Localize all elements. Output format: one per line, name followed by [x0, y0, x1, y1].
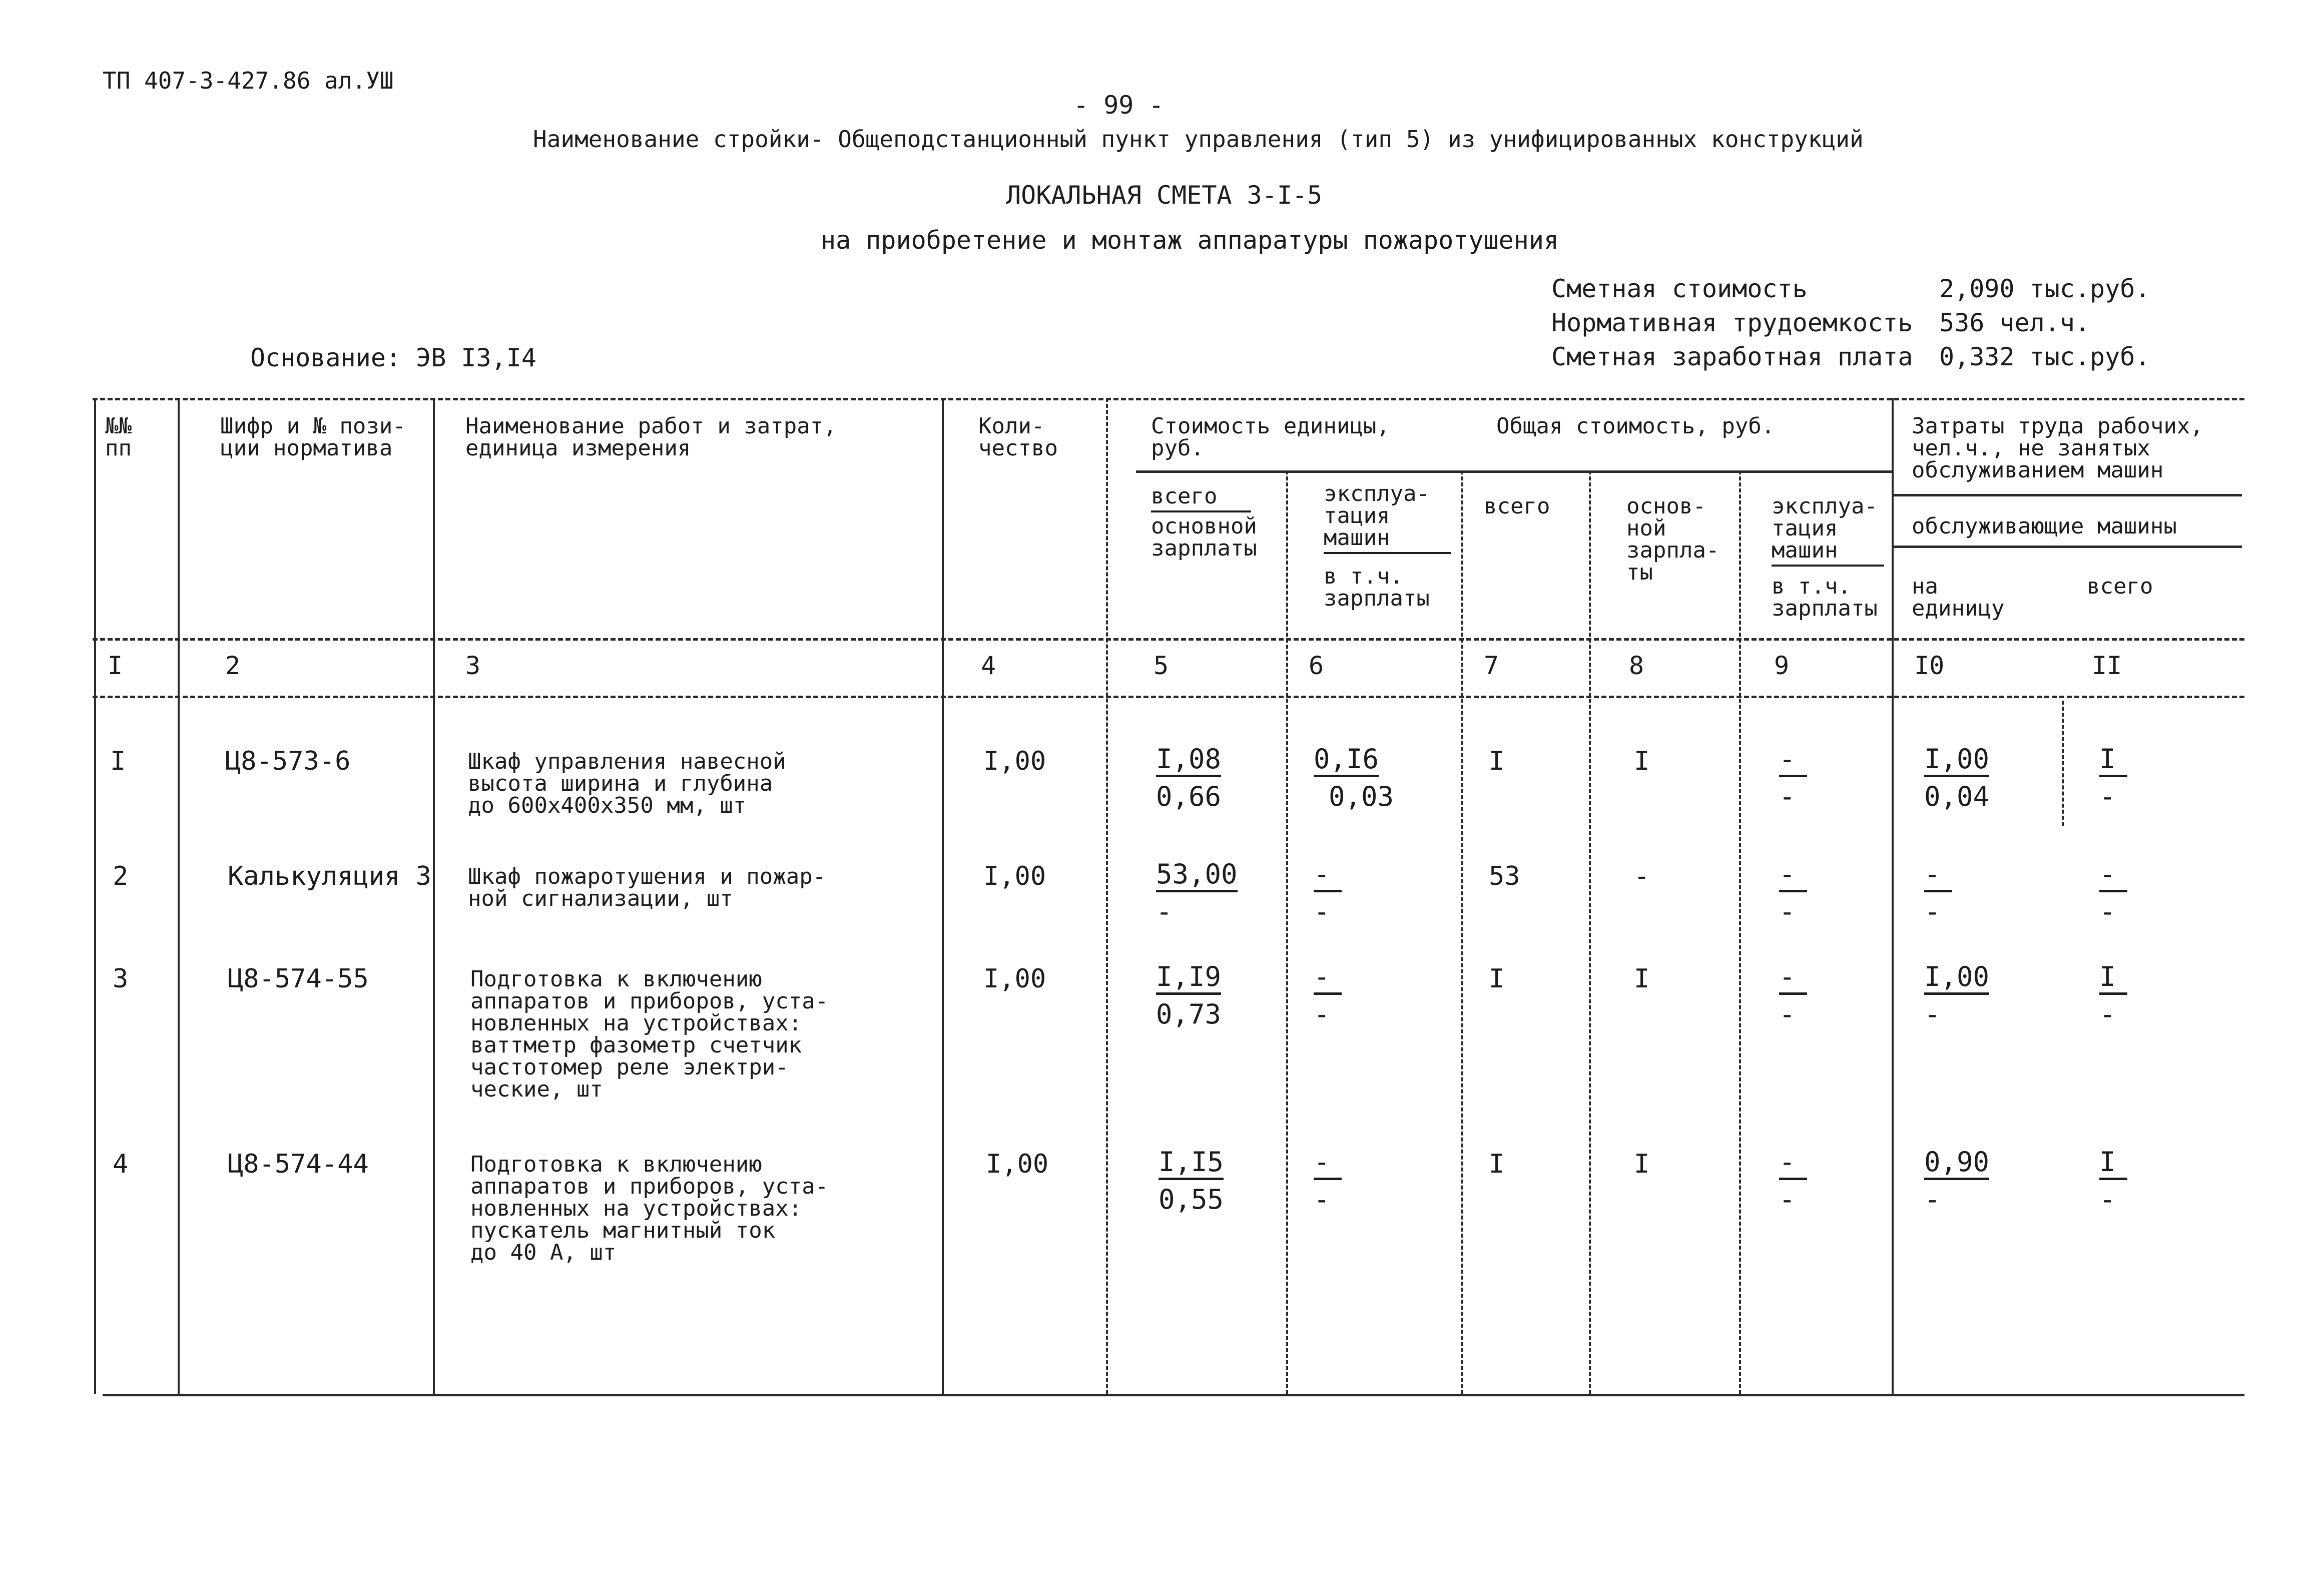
col-line-0: [94, 398, 96, 1394]
unit-total-value: 53,00: [1156, 861, 1238, 892]
header-code: Шифр и № пози- ции норматива: [220, 413, 406, 461]
summary-label-cost: Сметная стоимость: [1551, 274, 1808, 303]
row-labor-unit: [1924, 963, 1989, 1028]
header-total-cost: Общая стоимость, руб.: [1496, 413, 1775, 439]
row-machine-op: [1314, 858, 1342, 927]
row-qty: I,00: [983, 964, 1046, 994]
row-total-all: I: [1489, 964, 1505, 994]
header-per-unit: на единицу: [1912, 574, 2005, 621]
row-name: Подготовка к включению аппаратов и приборов, уста- новленных на устройствах: ваттметр фазометр счетчик частотомер реле электри- ческие, шт: [470, 966, 829, 1102]
row-code: Ц8-574-44: [228, 1149, 369, 1179]
colnum-3: 3: [465, 651, 481, 680]
colnum-1: I: [108, 651, 123, 680]
colnum-6: 6: [1309, 651, 1324, 680]
row-labor-total: [2099, 743, 2127, 812]
machine-op-value: -: [1314, 963, 1342, 995]
colnum-10: I0: [1914, 651, 1945, 680]
row-unit-total: [1159, 1146, 1224, 1215]
labor-total-value: I: [2099, 746, 2127, 777]
total-machine-value: -: [1779, 963, 1807, 995]
unit-total-value: I,I9: [1156, 963, 1221, 995]
header-name: Наименование работ и затрат, единица измерения: [465, 413, 837, 461]
row-qty: I,00: [983, 746, 1046, 776]
row-name: Шкаф пожаротушения и пожар- ной сигнализации, шт: [468, 864, 826, 911]
header-unit-cost: Стоимость единицы, руб.: [1151, 413, 1390, 461]
header-total-num: всего: [1151, 485, 1251, 512]
labor-unit-machine: -: [1924, 1184, 1941, 1215]
row-total-machine: [1779, 743, 1807, 812]
colnum-8: 8: [1629, 651, 1644, 680]
total-machine-value: -: [1779, 746, 1807, 777]
summary-value-wage: 0,332 тыс.руб.: [1939, 342, 2150, 371]
row-total-machine: [1779, 1146, 1807, 1215]
row-name: Шкаф управления навесной высота ширина и глубина до 600х400х350 мм, шт: [468, 749, 786, 818]
labor-total-machine: -: [2099, 998, 2116, 1030]
row-qty: I,00: [983, 861, 1046, 891]
table-bottom-border: [103, 1394, 2244, 1396]
col-line-3: [942, 398, 944, 1394]
row-num: 3: [113, 964, 129, 994]
row-unit-total: [1156, 963, 1221, 1028]
labor-total-machine: -: [2099, 896, 2116, 927]
summary-value-labor: 536 чел.ч.: [1939, 308, 2090, 337]
row-machine-op: [1314, 1146, 1342, 1215]
colnum-2: 2: [225, 651, 241, 680]
total-machine-value: -: [1779, 1149, 1807, 1180]
machine-op-value: 0,I6: [1314, 746, 1379, 777]
total-machine-wage: -: [1779, 998, 1796, 1030]
col-line-2: [433, 398, 435, 1394]
document-code: ТП 407-3-427.86 ал.УШ: [103, 67, 394, 94]
colnum-7: 7: [1484, 651, 1499, 680]
row-num: I: [110, 746, 126, 776]
machine-wage-value: 0,03: [1329, 781, 1394, 812]
summary-label-labor: Нормативная трудоемкость: [1551, 308, 1913, 337]
row-total-base: I: [1634, 964, 1650, 994]
total-machine-wage: -: [1779, 1184, 1796, 1215]
row-total-base: I: [1634, 1149, 1650, 1179]
row-machine-op: [1314, 963, 1342, 1028]
subheader-line-cost: [1136, 470, 1892, 473]
basis-text: Основание: ЭВ I3,I4: [250, 343, 536, 372]
header-service-machines: обслуживающие машины: [1912, 513, 2177, 539]
colnum-4: 4: [981, 651, 996, 680]
labor-total-value: -: [2099, 861, 2127, 892]
row-num: 2: [113, 861, 129, 891]
labor-unit-machine: 0,04: [1924, 781, 1990, 812]
row-labor-unit: [1924, 743, 1990, 812]
row-total-all: I: [1489, 1149, 1505, 1179]
row-total-all: I: [1489, 746, 1505, 776]
labor-unit-value: 0,90: [1924, 1149, 1989, 1180]
labor-total-machine: -: [2099, 1184, 2116, 1215]
labor-total-value: I: [2099, 1149, 2127, 1180]
header-num: №№ пп: [105, 413, 132, 461]
machine-wage-value: -: [1314, 998, 1330, 1030]
colnum-5: 5: [1154, 651, 1169, 680]
row-code: Калькуляция 3: [228, 861, 431, 891]
header-incl-wage-2: в т.ч. зарплаты: [1772, 574, 1878, 621]
subheader-line-labor: [1892, 494, 2242, 496]
row-code: Ц8-574-55: [228, 964, 369, 994]
machine-op-value: -: [1314, 861, 1342, 892]
header-base-wage: основной зарплаты: [1151, 513, 1257, 561]
col-line-9: [1892, 398, 1894, 1394]
row-machine-op: [1314, 743, 1394, 812]
header-machine-op: эксплуа- тация машин: [1324, 483, 1451, 554]
unit-total-value: I,08: [1156, 746, 1221, 777]
row-total-base: -: [1634, 861, 1650, 891]
colnum-bottom-border: [93, 696, 2244, 698]
header-incl-wage: в т.ч. зарплаты: [1324, 564, 1430, 611]
row-qty: I,00: [986, 1149, 1049, 1179]
machine-wage-value: -: [1314, 896, 1330, 927]
header-bottom-border: [93, 638, 2244, 641]
labor-total-machine: -: [2099, 781, 2116, 812]
page-title: ЛОКАЛЬНАЯ СМЕТА 3-I-5: [1006, 181, 1323, 210]
unit-total-value: I,I5: [1159, 1149, 1224, 1180]
row-labor-total: [2099, 1146, 2127, 1215]
col-line-10: [2062, 701, 2064, 826]
machine-wage-value: -: [1314, 1184, 1330, 1215]
labor-unit-value: -: [1924, 861, 1952, 892]
header-machine-op-2: эксплуа- тация машин: [1772, 495, 1884, 567]
header-qty: Коли- чество: [978, 413, 1058, 461]
row-total-all: 53: [1489, 861, 1520, 891]
col-line-8: [1739, 470, 1741, 1394]
row-labor-total: [2099, 963, 2127, 1028]
header-base: основ- ной зарпла- ты: [1626, 493, 1719, 585]
labor-unit-machine: -: [1924, 896, 1941, 927]
construction-name: Наименование стройки- Общеподстанционный пункт управления (тип 5) из унифицированных конструкций: [533, 126, 1864, 153]
page-subtitle: на приобретение и монтаж аппаратуры пожаротушения: [821, 226, 1559, 255]
labor-unit-value: I,00: [1924, 963, 1989, 995]
machine-op-value: -: [1314, 1149, 1342, 1180]
header-all-2: всего: [2087, 574, 2153, 599]
row-labor-total: [2099, 858, 2127, 927]
labor-unit-value: I,00: [1924, 746, 1989, 777]
col-line-6: [1461, 470, 1463, 1394]
col-line-5: [1286, 470, 1288, 1394]
row-unit-total: [1156, 743, 1222, 812]
unit-wage-value: 0,73: [1156, 998, 1222, 1030]
unit-wage-value: 0,55: [1159, 1184, 1224, 1215]
row-total-machine: [1779, 858, 1807, 927]
colnum-11: II: [2092, 651, 2122, 680]
row-labor-unit: [1924, 1146, 1990, 1215]
row-labor-unit: [1924, 858, 1952, 927]
header-all: всего: [1484, 493, 1550, 519]
row-name: Подготовка к включению аппаратов и приборов, уста- новленных на устройствах: пускатель магнитный ток до 40 А, шт: [470, 1152, 829, 1265]
labor-total-value: I: [2099, 963, 2127, 995]
col-line-1: [178, 398, 180, 1394]
colnum-9: 9: [1774, 651, 1790, 680]
row-total-base: I: [1634, 746, 1650, 776]
labor-unit-machine: -: [1924, 998, 1941, 1030]
unit-wage-value: -: [1156, 896, 1173, 927]
total-machine-wage: -: [1779, 781, 1796, 812]
row-code: Ц8-573-6: [225, 746, 351, 776]
col-line-7: [1589, 470, 1591, 1394]
unit-wage-value: 0,66: [1156, 781, 1222, 812]
page-number: - 99 -: [1073, 91, 1164, 120]
row-num: 4: [113, 1149, 129, 1179]
summary-value-cost: 2,090 тыс.руб.: [1939, 274, 2150, 303]
header-labor: Затраты труда рабочих, чел.ч., не занятых обслуживанием машин: [1912, 413, 2203, 483]
summary-label-wage: Сметная заработная плата: [1551, 342, 1913, 371]
row-unit-total: [1156, 858, 1238, 927]
subheader-line-service: [1892, 546, 2242, 548]
table-top-border: [93, 398, 2244, 400]
total-machine-wage: -: [1779, 896, 1796, 927]
col-line-4: [1106, 398, 1108, 1394]
row-total-machine: [1779, 963, 1807, 1028]
total-machine-value: -: [1779, 861, 1807, 892]
